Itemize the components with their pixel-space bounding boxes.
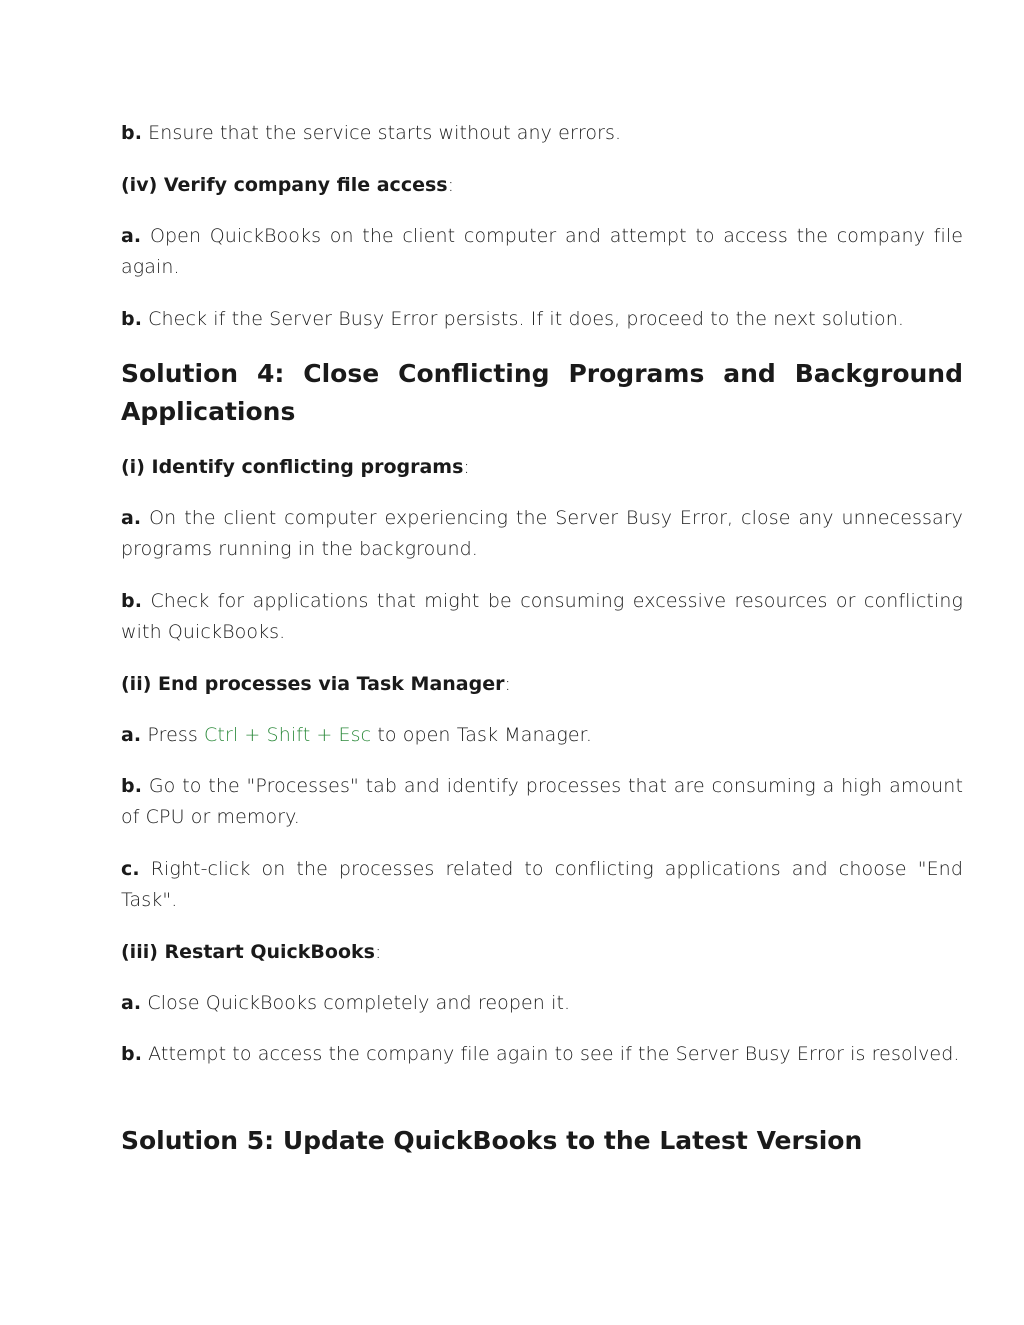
step-c-end-task [121,854,963,916]
step-label: a. [121,225,142,247]
step-b-attempt-access [121,1039,963,1070]
subheading-colon: : [447,174,454,196]
step-label: a. [121,507,142,529]
subheading-end-processes [121,669,963,700]
step-label: b. [121,590,143,612]
step-text-post: to open Task Manager. [377,724,592,746]
step-text-pre: Press [147,724,198,746]
step-text: Go to the "Processes" tab and identify processes that are consuming a high amount of CPU or memory. [121,775,964,828]
step-text: Check if the Server Busy Error persists. If it does, proceed to the next solution. [148,308,905,330]
step-text: Ensure that the service starts without any errors. [148,122,622,144]
subheading-colon: : [374,941,382,963]
subheading-title: (iii) Restart QuickBooks [121,941,375,963]
step-b-check-error [121,304,963,335]
step-b-service-start [121,118,963,149]
subheading-colon: : [504,673,511,695]
step-label: b. [121,308,143,330]
step-label: a. [121,992,142,1014]
subheading-verify-company-file [121,170,963,201]
subheading-title: (ii) End processes via Task Manager [121,673,505,695]
step-text: Open QuickBooks on the client computer and attempt to access the company file again. [121,225,964,278]
step-b-processes-tab [121,771,963,833]
step-label: b. [121,1043,143,1065]
step-label: c. [121,858,140,880]
heading-solution-4: Solution 4: Close Conflicting Programs and Background Applications [121,359,963,426]
step-text: Close QuickBooks completely and reopen it. [147,992,571,1014]
subheading-restart-quickbooks [121,937,963,968]
keyboard-shortcut: Ctrl + Shift + Esc [204,724,372,746]
step-text: Check for applications that might be consuming excessive resources or conflicting with QuickBooks. [121,590,963,643]
heading-solution-5: Solution 5: Update QuickBooks to the Latest Version [121,1126,863,1155]
step-b-check-applications [121,586,963,648]
step-a-press-shortcut [121,720,963,751]
step-label: b. [121,775,143,797]
step-text: Attempt to access the company file again to see if the Server Busy Error is resolved. [148,1043,960,1065]
subheading-title: (iv) Verify company file access [121,174,448,196]
subheading-identify-conflicting [121,452,963,483]
subheading-colon: : [463,456,470,478]
step-label: b. [121,122,143,144]
step-a-close-programs [121,503,963,565]
step-a-reopen [121,988,963,1019]
step-label: a. [121,724,142,746]
step-text: On the client computer experiencing the Server Busy Error, close any unnecessary programs running in the background. [121,507,964,560]
subheading-title: (i) Identify conflicting programs [121,456,464,478]
step-text: Right-click on the processes related to conflicting applications and choose "End Task". [121,858,963,911]
step-a-open-quickbooks [121,221,963,283]
